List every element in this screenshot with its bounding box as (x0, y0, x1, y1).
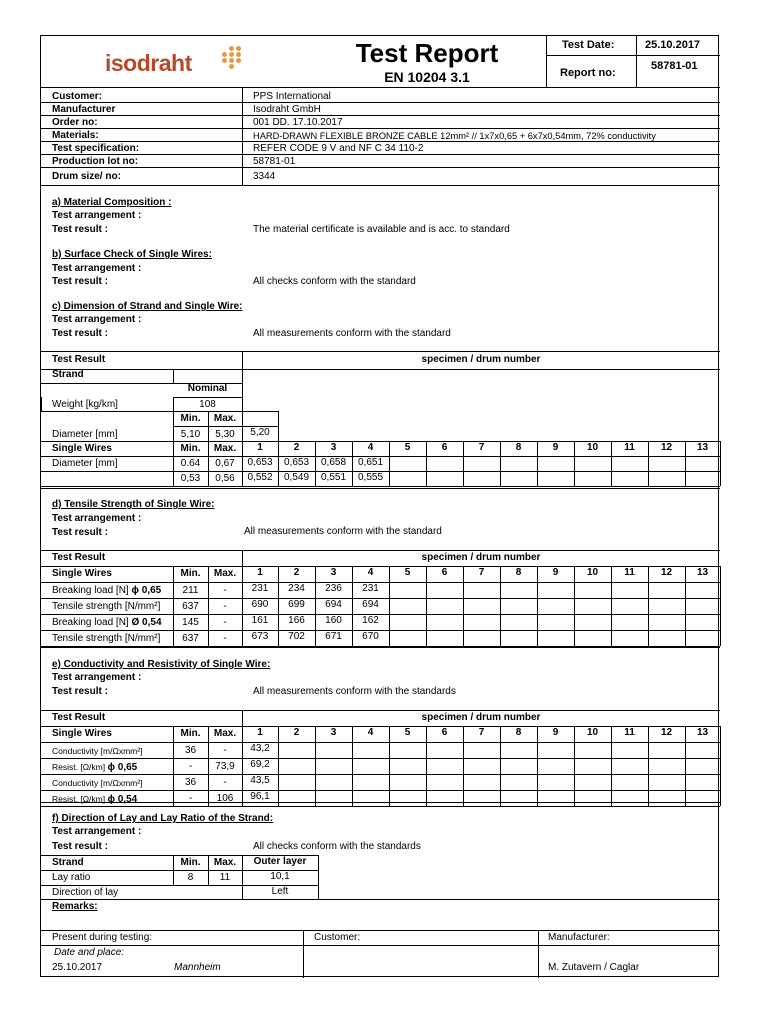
table-c-single-wires-label: Single Wires (52, 443, 112, 454)
table-e-row-min: 36 (184, 745, 197, 756)
table-e-row-min: - (188, 761, 193, 772)
specimen-number: 5 (404, 727, 411, 738)
footer-customer-label: Customer: (314, 932, 361, 943)
test-date-label: Test Date: (562, 39, 615, 51)
section-f-heading: f) Direction of Lay and Lay Ratio of the Strand: (52, 813, 274, 824)
table-c-diameter-min: 5,10 (180, 429, 201, 440)
table-d-max-header: Max. (213, 568, 237, 579)
company-logo: isodraht (105, 50, 192, 76)
table-d-row-min: 637 (182, 601, 199, 612)
table-e-row-max: - (223, 745, 227, 756)
table-c-wire-value: 0,555 (357, 472, 384, 483)
specimen-number: 10 (586, 442, 599, 453)
section-c-heading: c) Dimension of Strand and Single Wire: (52, 301, 243, 312)
table-d-row-max: - (223, 585, 227, 596)
specimen-number: 12 (660, 442, 673, 453)
section-b-result-label: Test result : (52, 276, 108, 287)
table-e-specimen-header: specimen / drum number (421, 712, 541, 723)
remarks-label: Remarks: (52, 901, 98, 912)
section-b-arrangement-label: Test arrangement : (52, 263, 142, 274)
production-lot-label: Production lot no: (52, 156, 139, 167)
section-e-arrangement-label: Test arrangement : (52, 672, 142, 683)
footer-signers: M. Zutavern / Caglar (548, 962, 640, 973)
table-d-row-label (52, 617, 162, 629)
specimen-number: 12 (660, 567, 673, 578)
table-d-row-value: 673 (251, 631, 269, 642)
table-c-min-header: Min. (180, 413, 201, 424)
specimen-number: 2 (293, 727, 300, 738)
table-c-wire-max: 0,67 (215, 458, 235, 469)
specimen-number: 5 (404, 567, 411, 578)
table-d-row-label (52, 601, 160, 613)
specimen-number: 3 (330, 442, 337, 453)
manufacturer-value: Isodraht GmbH (253, 104, 321, 115)
section-c-result-value: All measurements conform with the standard (253, 328, 451, 339)
table-d-row-value: 694 (362, 599, 379, 610)
table-c-max-header: Max. (213, 413, 237, 424)
table-e-row-value: 96,1 (250, 791, 270, 802)
table-e-max-header: Max. (213, 728, 237, 739)
table-c-wire-value: 0,658 (320, 457, 347, 468)
table-d-row-max: - (223, 617, 227, 628)
section-a-arrangement-label: Test arrangement : (52, 210, 142, 221)
table-e-row-max: - (223, 777, 227, 788)
report-standard: EN 10204 3.1 (384, 69, 470, 85)
table-d-single-wires-label: Single Wires (52, 568, 112, 579)
table-c-weight-label: Weight [kg/km] (52, 399, 118, 410)
report-no-value: 58781-01 (651, 60, 698, 72)
specimen-number: 6 (441, 727, 448, 738)
section-e-result-value: All measurements conform with the standards (253, 686, 456, 697)
test-spec-label: Test specification: (52, 143, 140, 154)
table-f-strand-label: Strand (52, 857, 84, 868)
table-d-row-value: 160 (325, 615, 342, 626)
table-e-row-max: 106 (216, 793, 234, 804)
row-label-text: Resist. [Ω/km] (52, 762, 106, 772)
specimen-number: 3 (330, 727, 337, 738)
table-f-max-header: Max. (213, 857, 237, 868)
materials-label: Materials: (52, 130, 99, 141)
specimen-number: 10 (586, 567, 599, 578)
table-f-lay-ratio-value: 10,1 (270, 871, 290, 882)
section-d-arrangement-label: Test arrangement : (52, 513, 142, 524)
specimen-number: 6 (441, 442, 448, 453)
section-b-result-value: All checks conform with the standard (253, 276, 416, 287)
test-report-sheet (40, 35, 719, 977)
table-d-row-value: 694 (325, 599, 342, 610)
table-d-row-value: 231 (362, 583, 379, 594)
section-d-heading: d) Tensile Strength of Single Wire: (52, 499, 215, 510)
table-d-row-label (52, 585, 161, 597)
footer-manufacturer-label: Manufacturer: (548, 932, 610, 943)
table-c-weight-nominal: 108 (199, 399, 216, 410)
specimen-number: 2 (293, 567, 300, 578)
table-d-row-value: 690 (251, 599, 269, 610)
table-e-test-result-label: Test Result (52, 712, 106, 723)
specimen-number: 12 (660, 727, 673, 738)
table-c-wire-value: 0,551 (320, 472, 347, 483)
table-c-diameter-max: 5,30 (215, 429, 235, 440)
test-spec-value: REFER CODE 9 V and NF C 34 110-2 (253, 143, 424, 154)
table-e-row-max: 73,9 (215, 761, 235, 772)
specimen-number: 6 (441, 567, 448, 578)
specimen-number: 4 (367, 442, 374, 453)
section-c-result-label: Test result : (52, 328, 108, 339)
section-f-result-value: All checks conform with the standards (253, 841, 421, 852)
table-c-wire-max: 0,56 (215, 473, 235, 484)
date-place-label: Date and place: (54, 947, 125, 958)
specimen-number: 13 (696, 727, 709, 738)
specimen-number: 10 (586, 727, 599, 738)
specimen-number: 7 (478, 567, 485, 578)
specimen-number: 1 (257, 727, 263, 738)
table-d-row-value: 671 (325, 631, 342, 642)
table-c-nominal-header: Nominal (187, 383, 228, 394)
table-e-row-value: 43,5 (250, 775, 270, 786)
specimen-number: 7 (478, 442, 485, 453)
table-d-row-max: - (223, 601, 227, 612)
table-c-wire-min-header: Min. (180, 443, 201, 454)
table-d-test-result-label: Test Result (52, 552, 106, 563)
specimen-number: 8 (515, 567, 522, 578)
specimen-number: 11 (624, 442, 635, 453)
report-no-label: Report no: (560, 67, 616, 79)
specimen-number: 11 (624, 567, 635, 578)
table-d-row-value: 162 (362, 615, 379, 626)
production-lot-value: 58781-01 (253, 156, 296, 167)
table-d-row-value: 234 (288, 583, 305, 594)
table-e-row-label (52, 745, 142, 757)
table-f-lay-ratio-max: 11 (219, 872, 231, 883)
table-c-specimen-header: specimen / drum number (421, 354, 541, 365)
section-c-arrangement-label: Test arrangement : (52, 314, 142, 325)
drum-size-label: Drum size/ no: (52, 171, 121, 182)
row-label-diameter: Ø 0,54 (131, 617, 162, 628)
row-label-diameter: ϕ 0,65 (107, 762, 138, 773)
table-c-wire-min: 0.64 (180, 458, 201, 469)
table-c-diameter-value: 5,20 (250, 427, 270, 438)
table-e-row-label (52, 777, 142, 789)
row-label-diameter: ϕ 0,54 (107, 794, 138, 805)
table-c-wire-min: 0,53 (180, 473, 201, 484)
specimen-number: 4 (367, 727, 374, 738)
section-e-result-label: Test result : (52, 686, 108, 697)
table-f-lay-ratio-label: Lay ratio (52, 872, 91, 883)
specimen-number: 4 (367, 567, 374, 578)
table-d-row-value: 699 (288, 599, 305, 610)
specimen-number: 9 (552, 727, 559, 738)
specimen-number: 7 (478, 727, 485, 738)
table-d-row-max: - (223, 633, 227, 644)
specimen-number: 9 (552, 442, 559, 453)
manufacturer-label: Manufacturer (52, 104, 116, 115)
drum-size-value: 3344 (253, 171, 276, 182)
row-label-text: Tensile strength [N/mm²] (52, 633, 161, 644)
specimen-number: 1 (257, 442, 263, 453)
row-label-text: Breaking load [N] (52, 617, 129, 628)
test-date-value: 25.10.2017 (645, 39, 701, 51)
table-c-wire-max-header: Max. (213, 443, 237, 454)
table-f-min-header: Min. (180, 857, 201, 868)
table-d-row-label (52, 633, 160, 645)
customer-value: PPS International (253, 91, 331, 102)
table-e-row-min: 36 (184, 777, 197, 788)
section-a-heading: a) Material Composition : (52, 197, 172, 208)
table-d-row-min: 145 (182, 617, 199, 628)
section-f-arrangement-label: Test arrangement : (52, 826, 142, 837)
customer-label: Customer: (52, 91, 103, 102)
row-label-diameter: ϕ 0,65 (131, 585, 162, 596)
table-d-row-value: 670 (362, 631, 379, 642)
table-d-row-value: 166 (288, 615, 305, 626)
section-a-result-label: Test result : (52, 224, 108, 235)
table-e-row-label (52, 793, 137, 806)
specimen-number: 11 (624, 727, 635, 738)
table-f-lay-ratio-min: 8 (187, 872, 194, 883)
row-label-text: Breaking load [N] (52, 585, 129, 596)
table-c-diameter-label: Diameter [mm] (52, 429, 118, 440)
present-label: Present during testing: (52, 932, 153, 943)
table-c-wire-value: 0,549 (283, 472, 310, 483)
table-c-wire-value: 0,651 (357, 457, 384, 468)
table-e-row-value: 69,2 (250, 759, 270, 770)
table-d-row-value: 236 (325, 583, 342, 594)
specimen-number: 13 (696, 567, 709, 578)
logo-dots-icon (221, 46, 243, 68)
table-e-row-label (52, 761, 137, 774)
row-label-text: Conductivity [m/Ωxmm²] (52, 746, 143, 756)
table-d-min-header: Min. (180, 568, 201, 579)
specimen-number: 8 (515, 442, 522, 453)
table-c-strand-label: Strand (52, 369, 84, 380)
section-f-result-label: Test result : (52, 841, 108, 852)
table-d-specimen-header: specimen / drum number (421, 552, 541, 563)
table-c-test-result-label: Test Result (52, 354, 106, 365)
table-c-wire-value: 0,552 (247, 472, 273, 483)
table-f-direction-value: Left (271, 886, 289, 897)
section-d-result-label: Test result : (52, 527, 108, 538)
table-c-wire-value: 0,653 (283, 457, 310, 468)
specimen-number: 9 (552, 567, 559, 578)
specimen-number: 1 (257, 567, 263, 578)
table-c-wire-diameter-label: Diameter [mm] (52, 458, 118, 469)
table-d-row-value: 161 (251, 615, 269, 626)
table-e-row-value: 43,2 (250, 743, 270, 754)
table-d-row-min: 637 (182, 633, 199, 644)
specimen-number: 13 (696, 442, 709, 453)
row-label-text: Resist. [Ω/km] (52, 794, 106, 804)
section-b-heading: b) Surface Check of Single Wires: (52, 249, 212, 260)
table-e-single-wires-label: Single Wires (52, 728, 112, 739)
table-d-row-value: 231 (251, 583, 269, 594)
report-title: Test Report (355, 38, 499, 68)
table-d-row-min: 211 (182, 585, 199, 596)
footer-date: 25.10.2017 (52, 962, 103, 973)
section-d-result-value: All measurements conform with the standard (244, 526, 442, 537)
footer-place: Mannheim (174, 962, 221, 973)
order-no-label: Order no: (52, 117, 98, 128)
table-f-outer-layer-header: Outer layer (253, 856, 307, 867)
row-label-text: Conductivity [m/Ωxmm²] (52, 778, 143, 788)
specimen-number: 5 (404, 442, 411, 453)
table-f-direction-label: Direction of lay (52, 887, 119, 898)
specimen-number: 2 (293, 442, 300, 453)
table-c-wire-value: 0,653 (247, 457, 273, 468)
specimen-number: 3 (330, 567, 337, 578)
specimen-number: 8 (515, 727, 522, 738)
table-e-row-min: - (188, 793, 193, 804)
table-d-row-value: 702 (288, 631, 305, 642)
materials-value: HARD-DRAWN FLEXIBLE BRONZE CABLE 12mm² // 1x7x0,65 + 6x7x0,54mm, 72% conductivity (253, 131, 656, 141)
order-no-value: 001 DD. 17.10.2017 (253, 117, 343, 128)
section-a-result-value: The material certificate is available and is acc. to standard (253, 224, 510, 235)
table-e-min-header: Min. (180, 728, 201, 739)
section-e-heading: e) Conductivity and Resistivity of Single Wire: (52, 659, 271, 670)
row-label-text: Tensile strength [N/mm²] (52, 601, 161, 612)
